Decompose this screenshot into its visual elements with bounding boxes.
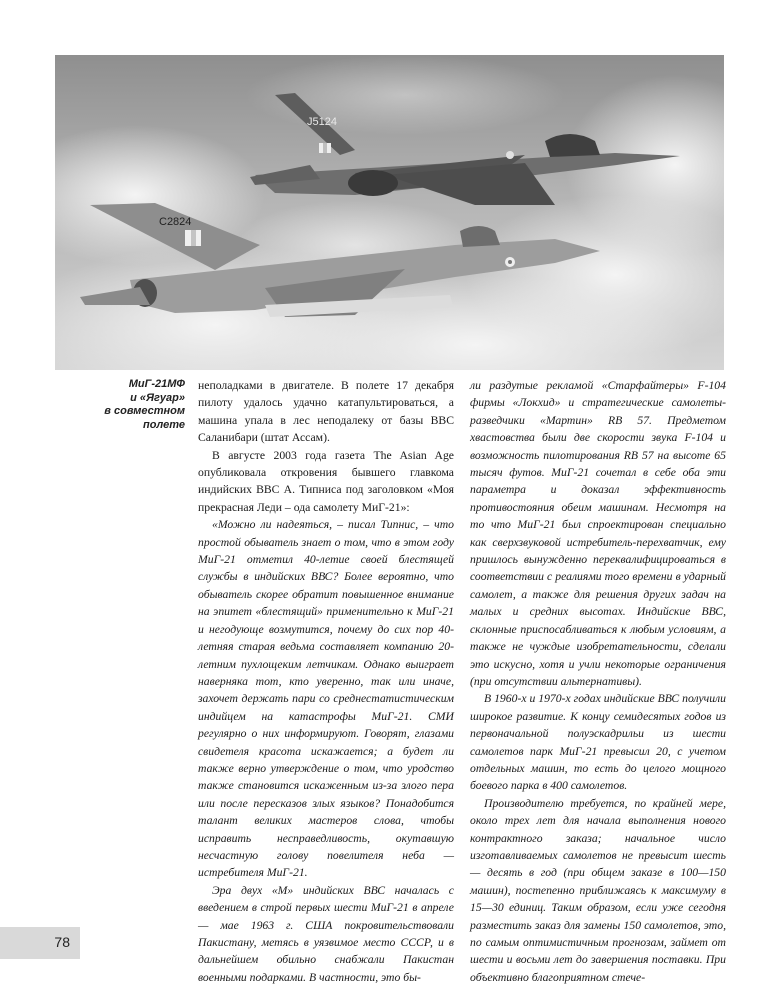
caption-line: в совместном [104,405,185,417]
jaguar-tail-number: J5124 [307,116,337,128]
paragraph: В августе 2003 года газета The Asian Age опубликовала откровения бывшего главкома индийских ВВС А. Типниса под заголовком «Моя прекрасная Леди – ода самолету МиГ-21»: [198,448,454,514]
caption-line: МиГ-21МФ [128,378,185,390]
page-number: 78 [54,934,70,950]
mig21-tail-number: C2824 [159,216,192,228]
caption-line: полете [142,418,185,431]
page-number-box [0,927,80,959]
caption-line: и «Ягуар» [130,391,185,404]
quote-paragraph: ли раздутые рекламой «Старфайтеры» F-104 фирмы «Локхид» и стратегические самолеты-разведчики «Мартин» RB 57. Предметом хвастовства были две скорости звука F-104 и возможность пилотирования RB 57 на высоте 65 тысяч футов. МиГ-21 сочетал в себе оба эти параметра и доказал эффективность противостояния обеим машинам. Несмотря на то что МиГ-21 был спроектирован специально как сверхзвуковой истребитель-перехватчик, ему пришлось вынужденно переквалифицироваться в соответствии с реалиями того времени в ударный самолет, а также для решения других задач на малых и средних высотах. Индийские ВВС, склонные приспосабливаться к любым условиям, а также не чуждые изобретательности, сделали это искусно, хотя и учли некоторые ограничения (при отсутствии альтернативы). [470,379,726,688]
photo-caption [95,378,185,432]
quote-paragraph: «Можно ли надеяться, – писал Типнис, – что простой обыватель знает о том, что в этом году МиГ-21 отметил 40-летие своей блестящей службы в индийских ВВС? Более вероятно, что обыватель скорее обратит повышенное внимание на эпитет «блестящий» применительно к МиГ-21 и негодующе возмутится, почему до сих пор 40-летняя старая ведьма составляет компанию 20-летним пухлощеким летчикам. Однако выиграет наверняка тот, кто уверенно, так или иначе, захочет держать пари со среднестатистическим индийцем на катастрофы МиГ-21. СМИ регулярно о них информируют. Говорят, глазами свидетеля красота искажается; а будет ли также верно утверждение о том, что уродство также становится искаженным из-за злого пера или после пересказов злых языков? Понадобится талант великих мастеров слова, чтобы исправить несправедливость, окутавшую несчастную голову повелителя неба — истребителя МиГ-21. [198,518,454,880]
quote-paragraph: В 1960-х и 1970-х годах индийские ВВС получили широкое развитие. К концу семидесятых годов из первоначальной полуэскадрильи из шести самолетов парк МиГ-21 превысил 20, с учетом отдельных машин, то есть до целого мощного боевого парка в 400 самолетов. [470,692,726,793]
jets-illustration [55,55,724,370]
paragraph: неполадками в двигателе. В полете 17 декабря пилоту удалось удачно катапультироваться, а машина упала в лес неподалеку от базы ВВС Саланибари (штат Ассам). [198,379,454,445]
text-column-left [198,377,454,986]
quote-paragraph: Эра двух «М» индийских ВВС началась с введением в строй первых шести МиГ-21 в апреле — мае 1963 г. США покровительствовали Пакистану, метясь в уязвимое место СССР, и в дальнейшем обильно снабжали Пакистан военными подарками. В частности, это бы- [198,883,454,984]
quote-paragraph: Производителю требуется, по крайней мере, около трех лет для начала выполнения нового контрактного заказа; начальное число изготавливаемых самолетов не превысит шесть — десять в год (при общем заказе в 100—150 машин), постепенно приближаясь к максимуму в 15—30 единиц. Таким образом, если уже сегодня разместить заказ для замены 150 самолетов, это, по самым оптимистичным прогнозам, займет от шести и восьми лет до завершения поставки. При объективно благоприятном стече- [470,796,726,984]
aircraft-photo [55,55,724,370]
text-column-right [470,377,726,986]
